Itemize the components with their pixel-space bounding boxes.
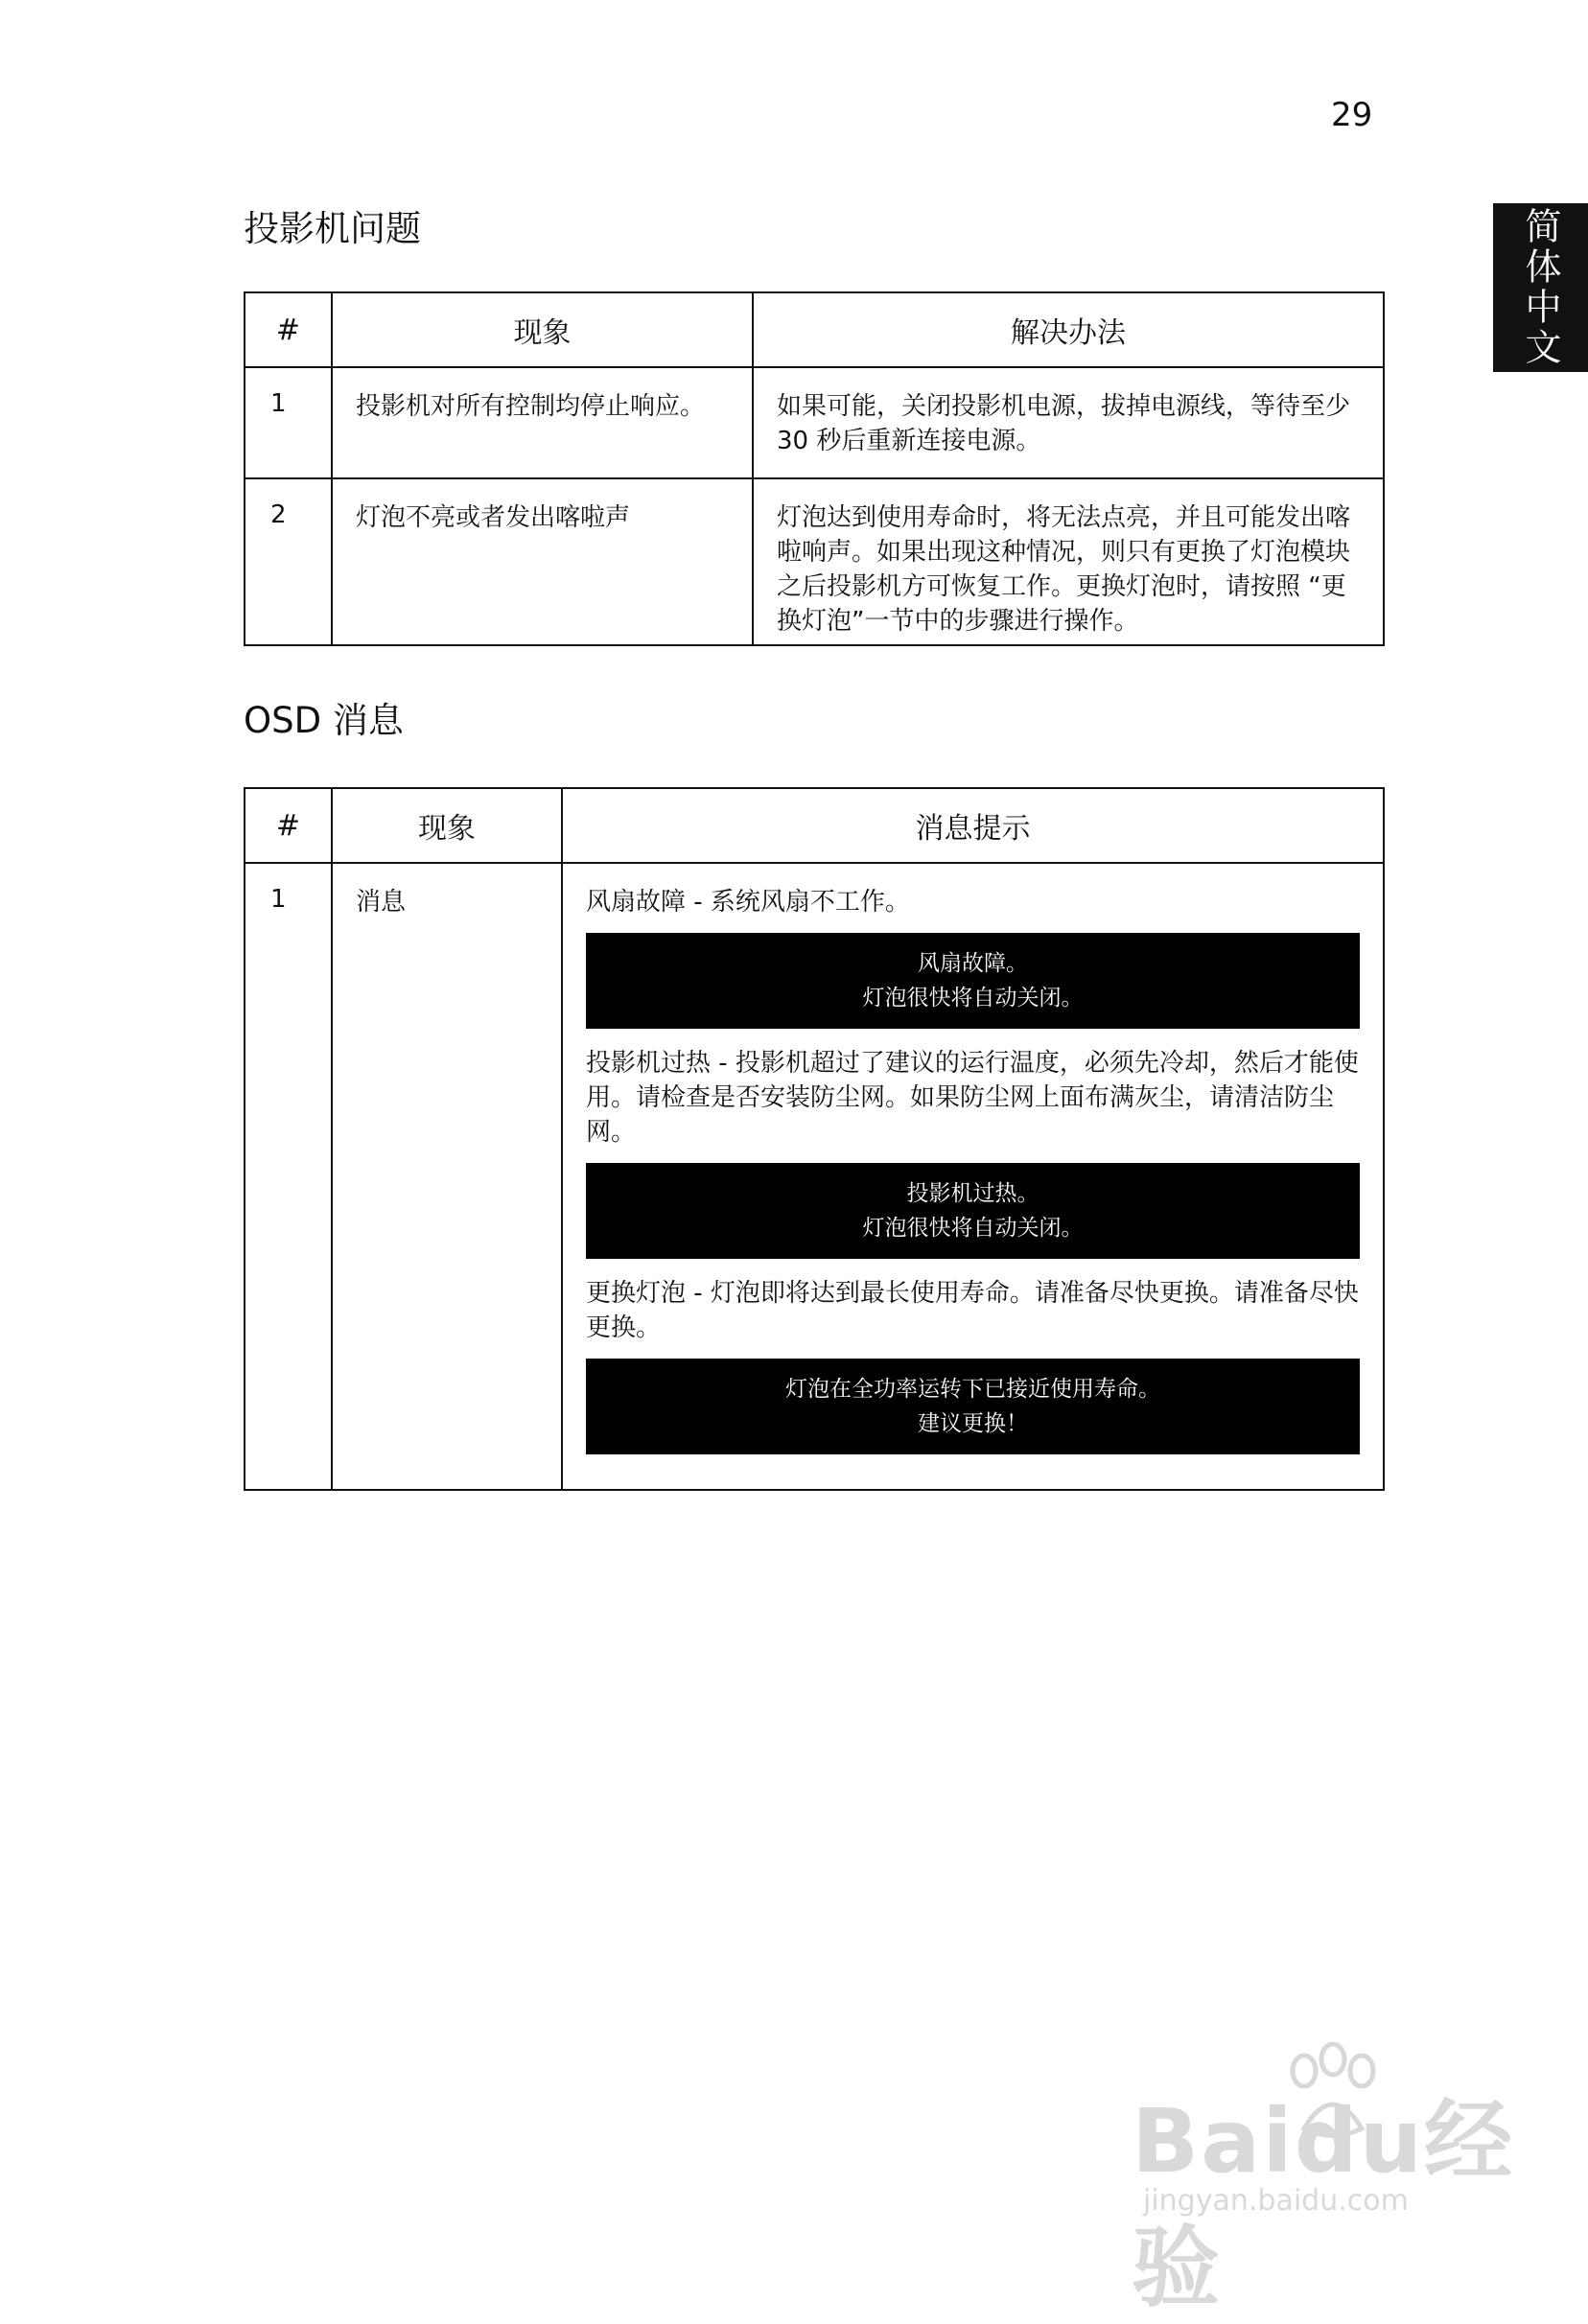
row-solution: 如果可能，关闭投影机电源，拔掉电源线，等待至少 30 秒后重新连接电源。 [753,367,1384,478]
osd-box-replace-lamp [586,1359,1360,1454]
watermark-url: jingyan.baidu.com [1143,2184,1409,2218]
header-symptom: 现象 [332,788,562,863]
header-number: # [245,292,332,367]
row-messages [562,863,1384,1490]
header-solution: 解决办法 [753,292,1384,367]
baidu-watermark [1122,2042,1525,2319]
osd-line: 灯泡很快将自动关闭。 [862,1216,1084,1241]
message-replace-lamp: 更换灯泡 - 灯泡即将达到最长使用寿命。请准备尽快更换。请准备尽快更换。 [586,1279,1359,1342]
message-fan-failure: 风扇故障 - 系统风扇不工作。 [586,888,910,917]
section-title-osd-messages: OSD 消息 [244,700,404,741]
osd-line: 灯泡在全功率运转下已接近使用寿命。 [785,1377,1160,1402]
header-number: # [245,788,332,863]
row-number: 1 [245,367,332,478]
row-symptom: 投影机对所有控制均停止响应。 [332,367,753,478]
section-title-projector-issues: 投影机问题 [244,208,421,249]
osd-line: 风扇故障。 [918,951,1028,976]
row-symptom: 消息 [332,863,562,1490]
message-overheat: 投影机过热 - 投影机超过了建议的运行温度，必须先冷却，然后才能使用。请检查是否安装防尘网。如果防尘网上面布满灰尘，请清洁防尘网。 [586,1049,1359,1147]
osd-line: 投影机过热。 [906,1181,1039,1206]
projector-issues-table [244,291,1385,646]
row-solution: 灯泡达到使用寿命时，将无法点亮，并且可能发出喀啦响声。如果出现这种情况，则只有更换了灯泡模块之后投影机方可恢复工作。更换灯泡时，请按照 “更换灯泡”一节中的步骤进行操作。 [753,478,1384,645]
language-tab [1493,203,1588,372]
header-symptom: 现象 [332,292,753,367]
page-number: 29 [1331,96,1373,134]
row-number: 1 [245,863,332,1490]
osd-box-overheat [586,1163,1360,1259]
osd-box-fan-failure [586,933,1360,1029]
table-row [245,863,1384,1490]
watermark-logo: Baidu经验 [1132,2090,1515,2319]
row-symptom: 灯泡不亮或者发出喀啦声 [332,478,753,645]
row-number: 2 [245,478,332,645]
table-row [245,367,1384,478]
header-message: 消息提示 [562,788,1384,863]
osd-line: 建议更换！ [918,1411,1028,1436]
table-row [245,478,1384,645]
osd-messages-table [244,787,1385,1491]
osd-line: 灯泡很快将自动关闭。 [862,986,1084,1011]
language-tab-label: 简体中文 [1519,207,1561,368]
